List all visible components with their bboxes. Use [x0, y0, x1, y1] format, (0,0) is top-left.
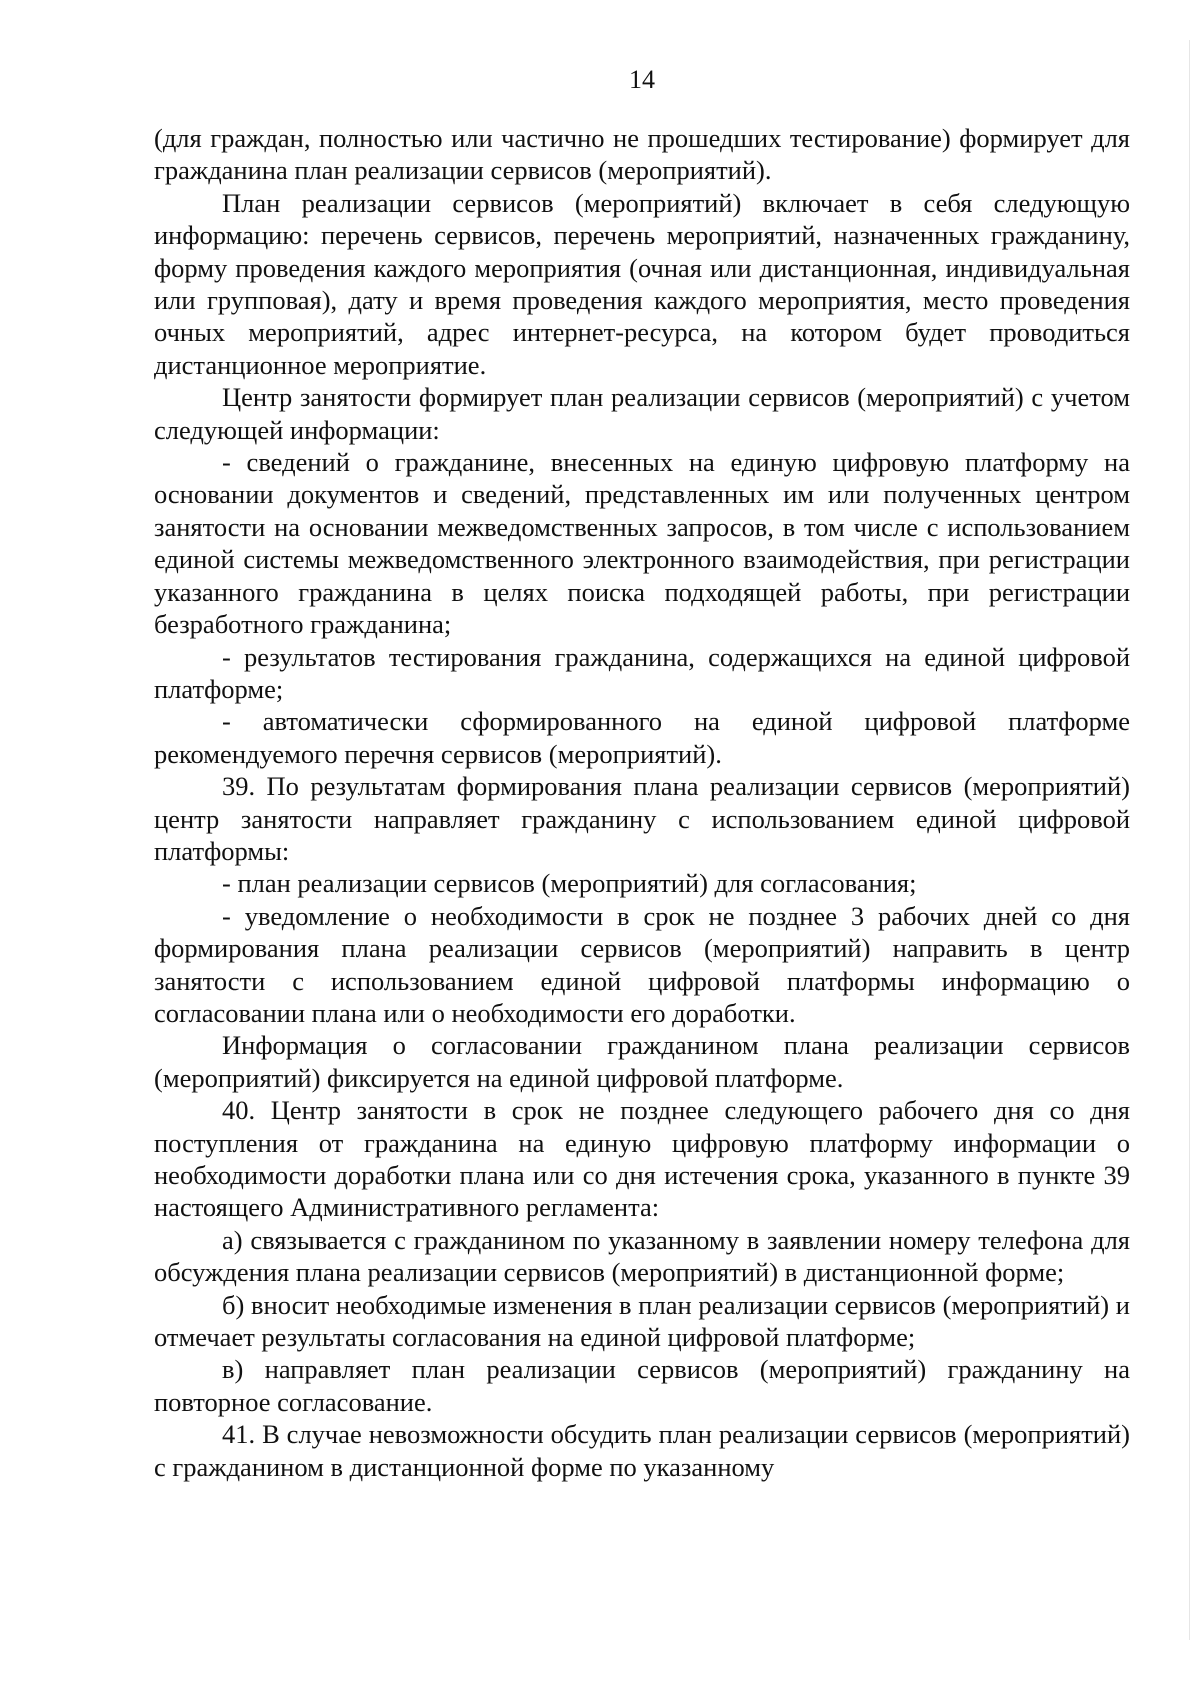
clause-40-item-a: а) связывается с гражданином по указанному в заявлении номеру телефона для обсуждения плана реализации сервисов (мероприятий) в дистанционной форме;	[154, 1224, 1130, 1288]
clause-39: 39. По результатам формирования плана реализации сервисов (мероприятий) центр занятости направляет гражданину с использованием единой цифровой платформы:	[154, 771, 1130, 866]
paragraph-plan-contents: План реализации сервисов (мероприятий) включает в себя следующую информацию: перечень сервисов, перечень мероприятий, назначенных гражданину, форму проведения каждого мероприятия (очная или дистанционная, индивидуальная или групповая), дату и время проведения каждого мероприятия, место проведения очных мероприятий, адрес интернет-ресурса, на котором будет проводиться дистанционное мероприятие.	[154, 187, 1130, 380]
paragraph-approval-recorded: Информация о согласовании гражданином плана реализации сервисов (мероприятий) фиксируется на единой цифровой платформе.	[154, 1030, 1130, 1093]
list-item-recommended-services: - автоматически сформированного на единой цифровой платформе рекомендуемого перечня сервисов (мероприятий).	[154, 706, 1130, 769]
list-item-test-results: - результатов тестирования гражданина, содержащихся на единой цифровой платформе;	[154, 641, 1130, 704]
page-number: 14	[629, 65, 655, 94]
clause-40-item-b: б) вносит необходимые изменения в план реализации сервисов (мероприятий) и отмечает результаты согласования на единой цифровой платформе;	[154, 1289, 1130, 1353]
scan-edge-line	[1189, 40, 1190, 1640]
paragraph-intro-continuation: (для граждан, полностью или частично не прошедших тестирование) формирует для гражданина план реализации сервисов (мероприятий).	[154, 123, 1130, 186]
list-item-citizen-info: - сведений о гражданине, внесенных на единую цифровую платформу на основании документов и сведений, представленных им или полученных центром занятости на основании межведомственных запросов, в том числе с использованием единой системы межведомственного электронного взаимодействия, при регистрации указанного гражданина в целях поиска подходящей работы, при регистрации безработного гражданина;	[154, 447, 1130, 640]
list-item-plan-for-approval: - план реализации сервисов (мероприятий) для согласования;	[222, 868, 917, 899]
clause-40: 40. Центр занятости в срок не позднее следующего рабочего дня со дня поступления от гражданина на единую цифровую платформу информации о необходимости доработки плана или со дня истечения срока, указанного в пункте 39 настоящего Административного регламента:	[154, 1095, 1130, 1223]
clause-41: 41. В случае невозможности обсудить план реализации сервисов (мероприятий) с гражданином в дистанционной форме по указанному	[154, 1419, 1130, 1482]
document-body	[154, 122, 1130, 1483]
clause-40-item-c: в) направляет план реализации сервисов (мероприятий) гражданину на повторное согласование.	[154, 1354, 1130, 1417]
list-item-notification: - уведомление о необходимости в срок не позднее 3 рабочих дней со дня формирования плана реализации сервисов (мероприятий) направить в центр занятости с использованием единой цифровой платформы информацию о согласовании плана или о необходимости его доработки.	[154, 900, 1130, 1028]
document-page	[154, 62, 1130, 1483]
paragraph-plan-basis: Центр занятости формирует план реализации сервисов (мероприятий) с учетом следующей информации:	[154, 382, 1130, 445]
